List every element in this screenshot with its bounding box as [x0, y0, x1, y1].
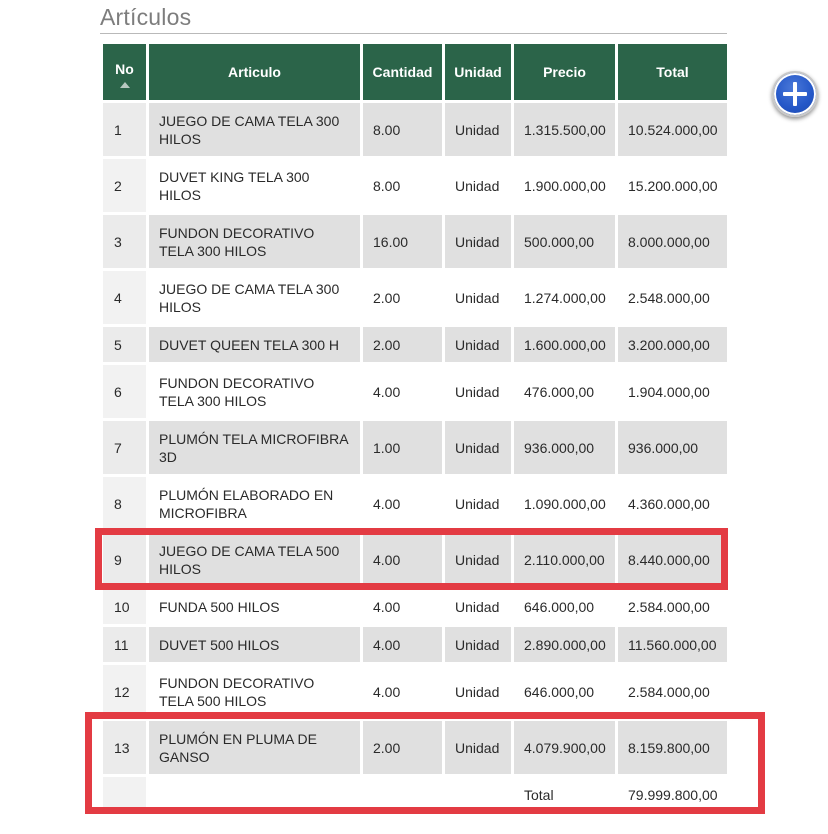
cell-cantidad: 8.00: [363, 159, 442, 212]
table-row[interactable]: [103, 477, 727, 530]
cell-cantidad-empty: [363, 777, 442, 812]
cell-total: 4.360.000,00: [618, 477, 727, 530]
sort-ascending-icon[interactable]: [120, 82, 130, 88]
table-row[interactable]: [103, 533, 727, 586]
column-header-no-label: No: [115, 60, 134, 77]
cell-articulo: PLUMÓN TELA MICROFIBRA 3D: [149, 421, 360, 474]
cell-unidad: Unidad: [445, 477, 511, 530]
cell-cantidad: 4.00: [363, 627, 442, 662]
column-header-articulo[interactable]: Articulo: [149, 44, 360, 100]
cell-no: 12: [103, 665, 146, 718]
cell-unidad: Unidad: [445, 327, 511, 362]
cell-cantidad: 16.00: [363, 215, 442, 268]
cell-cantidad: 4.00: [363, 665, 442, 718]
table-row[interactable]: [103, 159, 727, 212]
table-header: [103, 44, 727, 100]
cell-no: 1: [103, 103, 146, 156]
table-row[interactable]: [103, 721, 727, 774]
cell-precio: 936.000,00: [514, 421, 615, 474]
column-header-cantidad[interactable]: Cantidad: [363, 44, 442, 100]
column-header-no[interactable]: [103, 44, 146, 100]
cell-cantidad: 1.00: [363, 421, 442, 474]
table-body: [103, 103, 727, 812]
cell-articulo: JUEGO DE CAMA TELA 500 HILOS: [149, 533, 360, 586]
table-row[interactable]: [103, 665, 727, 718]
cell-no-empty: [103, 777, 146, 812]
cell-articulo: FUNDON DECORATIVO TELA 500 HILOS: [149, 665, 360, 718]
cell-total: 1.904.000,00: [618, 365, 727, 418]
cell-unidad: Unidad: [445, 665, 511, 718]
table-row[interactable]: [103, 271, 727, 324]
cell-articulo: PLUMÓN ELABORADO EN MICROFIBRA: [149, 477, 360, 530]
cell-articulo: JUEGO DE CAMA TELA 300 HILOS: [149, 271, 360, 324]
cell-precio: 1.900.000,00: [514, 159, 615, 212]
cell-articulo: DUVET QUEEN TELA 300 H: [149, 327, 360, 362]
cell-precio: 1.274.000,00: [514, 271, 615, 324]
cell-unidad: Unidad: [445, 421, 511, 474]
total-value: 79.999.800,00: [618, 777, 727, 812]
cell-no: 7: [103, 421, 146, 474]
cell-total: 15.200.000,00: [618, 159, 727, 212]
cell-articulo: PLUMÓN EN PLUMA DE GANSO: [149, 721, 360, 774]
cell-articulo: FUNDON DECORATIVO TELA 300 HILOS: [149, 365, 360, 418]
cell-articulo: DUVET KING TELA 300 HILOS: [149, 159, 360, 212]
cell-precio: 646.000,00: [514, 589, 615, 624]
table-row[interactable]: [103, 627, 727, 662]
cell-precio: 476.000,00: [514, 365, 615, 418]
title-divider: [100, 33, 727, 34]
cell-precio: 4.079.900,00: [514, 721, 615, 774]
cell-no: 2: [103, 159, 146, 212]
column-header-total[interactable]: Total: [618, 44, 727, 100]
cell-no: 3: [103, 215, 146, 268]
cell-unidad: Unidad: [445, 589, 511, 624]
cell-cantidad: 4.00: [363, 477, 442, 530]
table-row[interactable]: [103, 327, 727, 362]
cell-precio: 2.110.000,00: [514, 533, 615, 586]
cell-total: 8.440.000,00: [618, 533, 727, 586]
cell-no: 9: [103, 533, 146, 586]
articles-table: [100, 41, 730, 815]
cell-no: 6: [103, 365, 146, 418]
cell-unidad: Unidad: [445, 533, 511, 586]
cell-cantidad: 8.00: [363, 103, 442, 156]
cell-unidad: Unidad: [445, 159, 511, 212]
cell-precio: 1.315.500,00: [514, 103, 615, 156]
cell-unidad: Unidad: [445, 215, 511, 268]
cell-total: 8.159.800,00: [618, 721, 727, 774]
cell-articulo-empty: [149, 777, 360, 812]
cell-no: 4: [103, 271, 146, 324]
cell-no: 11: [103, 627, 146, 662]
cell-cantidad: 4.00: [363, 589, 442, 624]
cell-cantidad: 2.00: [363, 327, 442, 362]
add-button[interactable]: [772, 71, 818, 117]
cell-no: 10: [103, 589, 146, 624]
column-header-unidad[interactable]: Unidad: [445, 44, 511, 100]
cell-precio: 646.000,00: [514, 665, 615, 718]
cell-total: 2.584.000,00: [618, 665, 727, 718]
cell-total: 8.000.000,00: [618, 215, 727, 268]
total-row: [103, 777, 727, 812]
cell-total: 3.200.000,00: [618, 327, 727, 362]
cell-precio: 500.000,00: [514, 215, 615, 268]
cell-articulo: FUNDA 500 HILOS: [149, 589, 360, 624]
cell-precio: 1.600.000,00: [514, 327, 615, 362]
cell-no: 13: [103, 721, 146, 774]
cell-cantidad: 2.00: [363, 271, 442, 324]
column-header-precio[interactable]: Precio: [514, 44, 615, 100]
cell-unidad: Unidad: [445, 365, 511, 418]
table-row[interactable]: [103, 215, 727, 268]
table-row[interactable]: [103, 103, 727, 156]
plus-icon-vertical: [793, 82, 797, 106]
cell-no: 5: [103, 327, 146, 362]
cell-total: 10.524.000,00: [618, 103, 727, 156]
cell-precio: 2.890.000,00: [514, 627, 615, 662]
cell-cantidad: 4.00: [363, 533, 442, 586]
cell-unidad-empty: [445, 777, 511, 812]
cell-precio: 1.090.000,00: [514, 477, 615, 530]
cell-total: 936.000,00: [618, 421, 727, 474]
cell-articulo: DUVET 500 HILOS: [149, 627, 360, 662]
cell-unidad: Unidad: [445, 721, 511, 774]
cell-total: 2.584.000,00: [618, 589, 727, 624]
table-row[interactable]: [103, 589, 727, 624]
cell-unidad: Unidad: [445, 271, 511, 324]
cell-unidad: Unidad: [445, 103, 511, 156]
cell-cantidad: 2.00: [363, 721, 442, 774]
total-label: Total: [514, 777, 615, 812]
table-row[interactable]: [103, 365, 727, 418]
section-title: Artículos: [100, 4, 192, 30]
cell-no: 8: [103, 477, 146, 530]
cell-total: 11.560.000,00: [618, 627, 727, 662]
cell-total: 2.548.000,00: [618, 271, 727, 324]
cell-articulo: FUNDON DECORATIVO TELA 300 HILOS: [149, 215, 360, 268]
table-row[interactable]: [103, 421, 727, 474]
cell-unidad: Unidad: [445, 627, 511, 662]
cell-cantidad: 4.00: [363, 365, 442, 418]
cell-articulo: JUEGO DE CAMA TELA 300 HILOS: [149, 103, 360, 156]
